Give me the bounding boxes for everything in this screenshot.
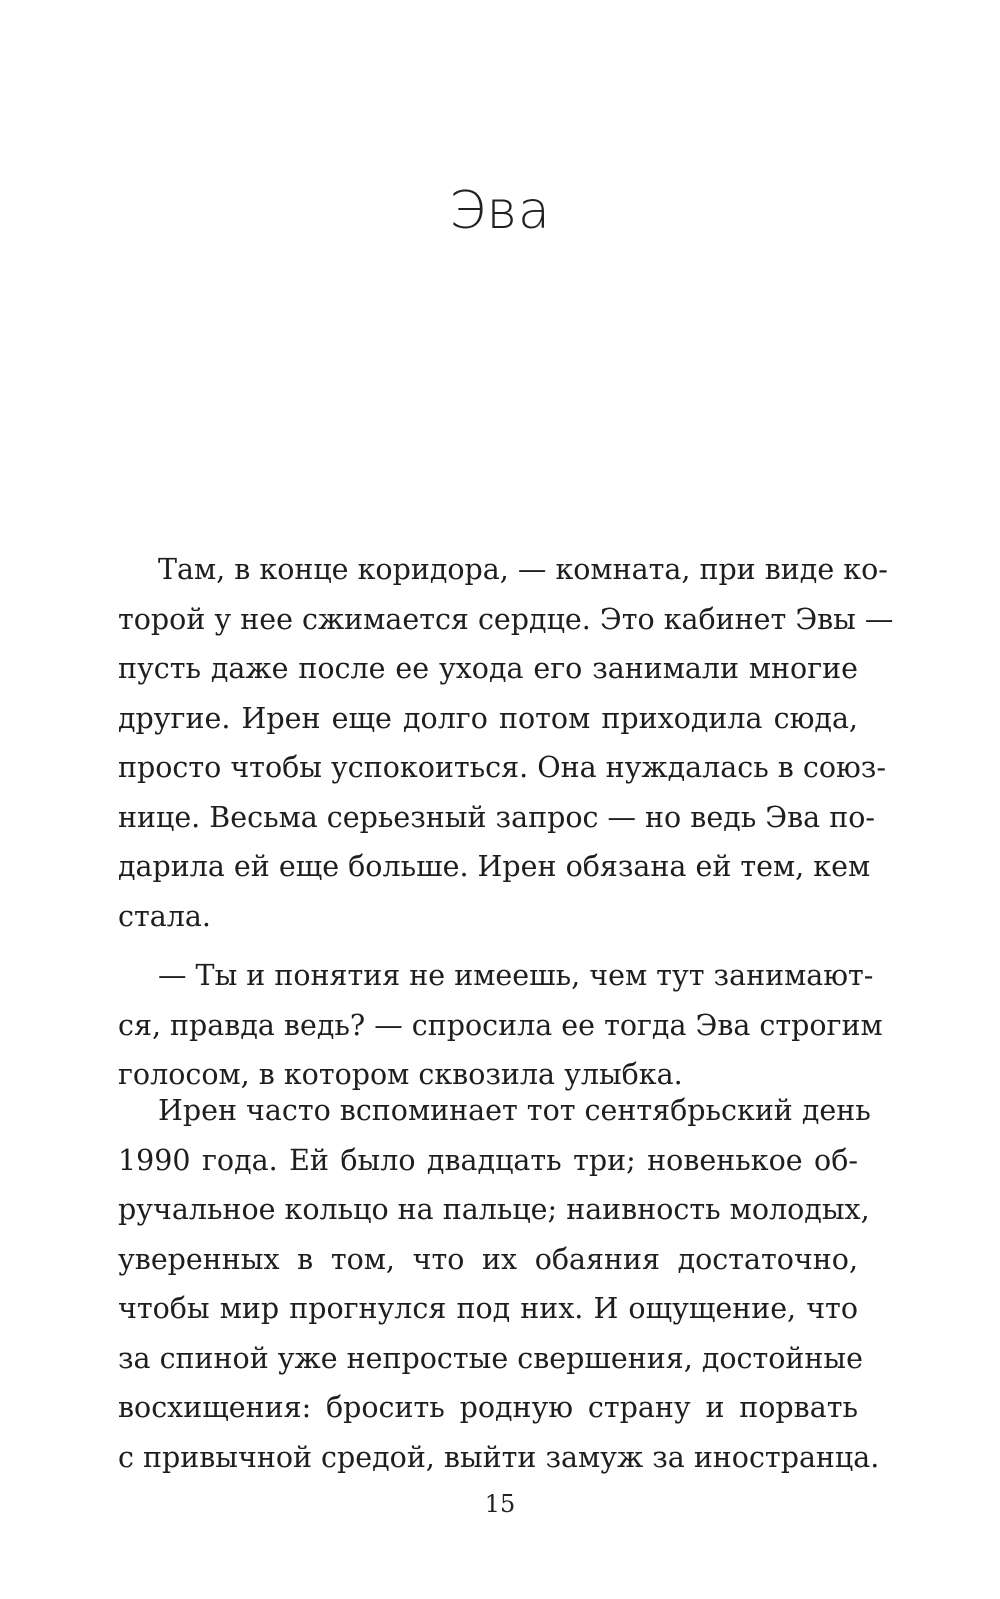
text-line: другие. Ирен еще долго потом приходила сюда, [118, 701, 858, 735]
page-number: 15 [484, 1490, 516, 1518]
text-line: ручальное кольцо на пальце; наивность молодых, [118, 1193, 870, 1226]
paragraph-1 [118, 545, 894, 941]
text-line: стала. [118, 899, 211, 933]
text-line: пусть даже после ее ухода его занимали многие [118, 652, 858, 685]
paragraph-2-dialogue [118, 951, 883, 1100]
text-line: чтобы мир прогнулся под них. И ощущение, что [118, 1292, 858, 1325]
text-line: голосом, в котором сквозила улыбка. [118, 1058, 683, 1091]
text-line: торой у нее сжимается сердце. Это кабинет Эвы — [118, 602, 894, 636]
chapter-title: Эва [449, 180, 551, 241]
text-line: уверенных в том, что их обаяния достаточно, [118, 1242, 858, 1276]
text-line: восхищения: бросить родную страну и порвать [118, 1391, 858, 1424]
text-line: нице. Весьма серьезный запрос — но ведь Эва по- [118, 800, 875, 834]
text-line: с привычной средой, выйти замуж за иностранца. [118, 1440, 880, 1474]
paragraph-3 [118, 1086, 880, 1482]
text-line: дарила ей еще больше. Ирен обязана ей тем, кем [118, 850, 871, 883]
text-line: ся, правда ведь? — спросила ее тогда Эва строгим [118, 1008, 883, 1042]
text-line: — Ты и понятия не имеешь, чем тут занимают- [158, 959, 874, 992]
text-line: просто чтобы успокоиться. Она нуждалась в союз- [118, 751, 886, 784]
text-line: Ирен часто вспоминает тот сентябрьский день [158, 1094, 871, 1127]
text-line: Там, в конце коридора, — комната, при виде ко- [158, 553, 888, 586]
text-line: за спиной уже непростые свершения, достойные [118, 1341, 863, 1375]
text-line: 1990 года. Ей было двадцать три; новенькое об- [118, 1143, 858, 1177]
